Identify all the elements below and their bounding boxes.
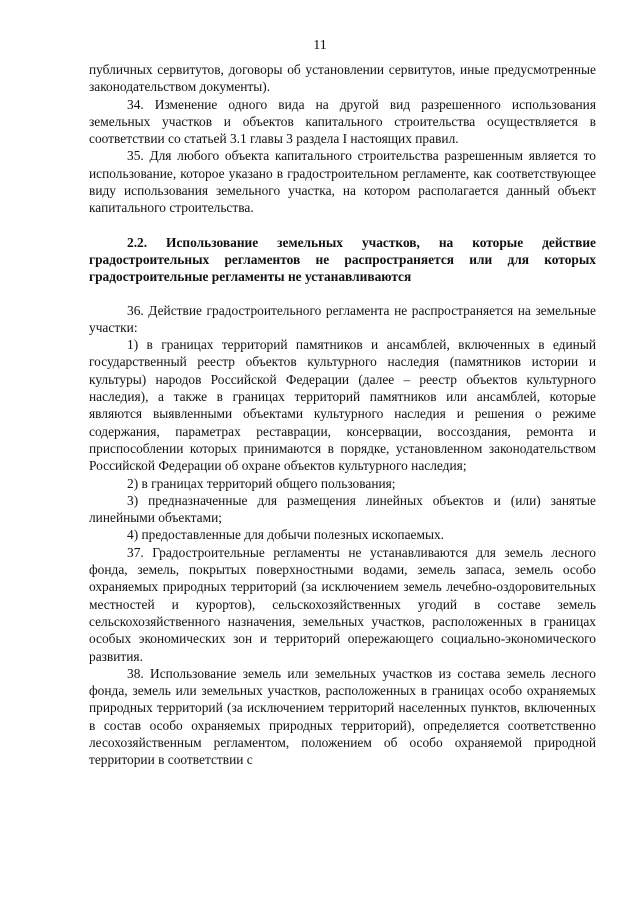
paragraph-35: 35. Для любого объекта капитального строительства разрешенным является то использование, которое указано в градостроительном регламенте, как соответствующее виду использования земельного участка, на котором располагается данный объект капитального строительства.: [89, 148, 596, 216]
paragraph-36: 36. Действие градостроительного регламента не распространяется на земельные участки:: [89, 302, 596, 335]
list-item-2: 2) в границах территорий общего пользования;: [127, 475, 396, 491]
paragraph-34: 34. Изменение одного вида на другой вид разрешенного использования земельных участков и объектов капитального строительства осуществляется в соответствии со статьей 3.1 главы 3 раздела I настоящих правил.: [89, 96, 596, 147]
paragraph-38: 38. Использование земель или земельных участков из состава земель лесного фонда, земель или земельных участков, расположенных в границах особо охраняемых природных территорий (за исключением территорий населенных пунктов, включенных в состав особо охраняемых природных территорий), определяется соответственно лесохозяйственным регламентом, положением об особо охраняемой природной территории в соответствии с: [89, 665, 596, 768]
section-heading: 2.2. Использование земельных участков, на которые действие градостроительных регламентов не распространяется или для которых градостроительные регламенты не устанавливаются: [89, 234, 596, 285]
paragraph-37: 37. Градостроительные регламенты не устанавливаются для земель лесного фонда, земель, покрытых поверхностными водами, земель запаса, земель особо охраняемых природных территорий (за исключением земель лечебно-оздоровительных местностей и курортов), сельскохозяйственных угодий в составе земель сельскохозяйственного назначения, земельных участков, расположенных в границах особых экономических зон и территорий опережающего социально-экономического развития.: [89, 544, 596, 664]
list-item-4: 4) предоставленные для добычи полезных ископаемых.: [127, 527, 445, 543]
paragraph-continuation: публичных сервитутов, договоры об установлении сервитутов, иные предусмотренные законодательством документы).: [89, 62, 596, 95]
page-number: 11: [313, 38, 327, 53]
list-item-1: 1) в границах территорий памятников и ансамблей, включенных в единый государственный реестр объектов культурного наследия (памятников истории и культуры) народов Российской Федерации (далее – реестр объектов культурного наследия), а также в границах территорий памятников или ансамблей, которые являются выявленными объектами культурного наследия и решения о режиме содержания, параметрах реставрации, консервации, воссоздания, ремонта и приспособлении которых принимаются в порядке, установленном законодательством Российской Федерации об охране объектов культурного наследия;: [89, 337, 596, 474]
list-item-3: 3) предназначенные для размещения линейных объектов и (или) занятые линейными объектами;: [89, 492, 596, 526]
document-body: [89, 61, 596, 769]
